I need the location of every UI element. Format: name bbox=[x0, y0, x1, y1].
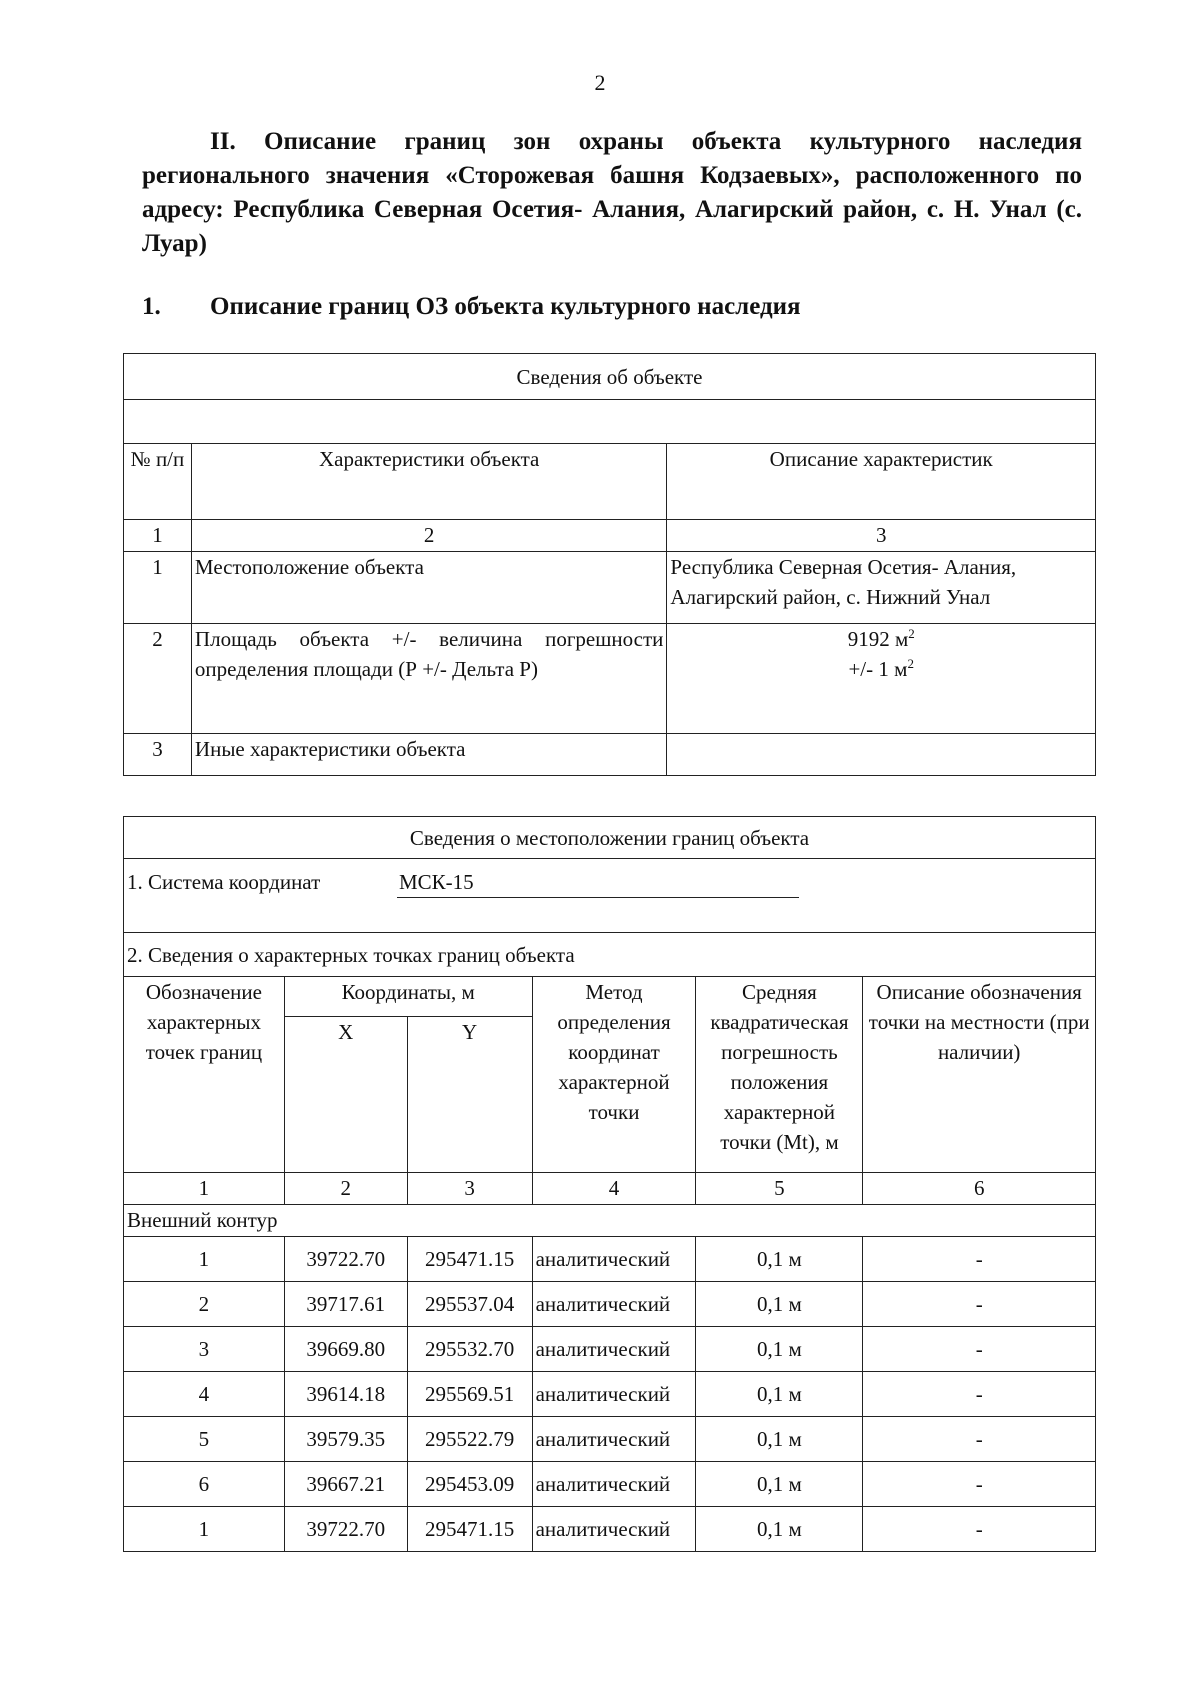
object-table-title: Сведения об объекте bbox=[124, 354, 1096, 400]
row-value bbox=[667, 624, 1096, 734]
header-error: Средняя квадратическая погрешность положения характерной точки (Mt), м bbox=[696, 977, 863, 1173]
coords-table-title: Сведения о местоположении границ объекта bbox=[124, 817, 1096, 859]
point-desc: - bbox=[863, 1462, 1096, 1507]
point-x: 39669.80 bbox=[284, 1327, 407, 1372]
table-row bbox=[124, 734, 1096, 776]
point-error: 0,1 м bbox=[696, 1282, 863, 1327]
point-id: 4 bbox=[124, 1372, 285, 1417]
index-cell: 1 bbox=[124, 1173, 285, 1205]
point-id: 1 bbox=[124, 1237, 285, 1282]
point-y: 295471.15 bbox=[407, 1237, 532, 1282]
coordinate-system-value: МСК-15 bbox=[397, 867, 799, 898]
row-value bbox=[667, 734, 1096, 776]
header-desc: Описание обозначения точки на местности (при наличии) bbox=[863, 977, 1096, 1173]
point-y: 295532.70 bbox=[407, 1327, 532, 1372]
table-row bbox=[124, 1282, 1096, 1327]
page-number: 2 bbox=[594, 70, 606, 95]
table-row bbox=[124, 552, 1096, 624]
table-row bbox=[124, 1372, 1096, 1417]
section-heading: II. Описание границ зон охраны объекта культурного наследия регионального значения «Сторожевая башня Кодзаевых», расположенного по адресу: Республика Северная Осетия- Алания, Алагирский район, с. Н. Унал (с. Луар) bbox=[142, 128, 1082, 257]
row-name: Иные характеристики объекта bbox=[191, 734, 667, 776]
point-desc: - bbox=[863, 1282, 1096, 1327]
point-method: аналитический bbox=[532, 1237, 696, 1282]
index-cell: 3 bbox=[667, 520, 1096, 552]
point-desc: - bbox=[863, 1417, 1096, 1462]
subsection-title: Описание границ ОЗ объекта культурного наследия bbox=[210, 293, 801, 320]
coordinates-table bbox=[123, 816, 1096, 1552]
point-id: 2 bbox=[124, 1282, 285, 1327]
coordinate-system-row bbox=[124, 859, 1096, 933]
point-method: аналитический bbox=[532, 1372, 696, 1417]
point-desc: - bbox=[863, 1507, 1096, 1552]
row-num: 1 bbox=[124, 552, 192, 624]
row-name: Площадь объекта +/- величина погрешности определения площади (Р +/- Дельта Р) bbox=[191, 624, 667, 734]
point-x: 39667.21 bbox=[284, 1462, 407, 1507]
subsection-number: 1. bbox=[142, 293, 161, 320]
header-method: Метод определения координат характерной точки bbox=[532, 977, 696, 1173]
point-y: 295537.04 bbox=[407, 1282, 532, 1327]
point-y: 295522.79 bbox=[407, 1417, 532, 1462]
area-value: 9192 м bbox=[847, 627, 909, 651]
point-desc: - bbox=[863, 1237, 1096, 1282]
point-y: 295569.51 bbox=[407, 1372, 532, 1417]
header-point: Обозначение характерных точек границ bbox=[124, 977, 285, 1173]
point-method: аналитический bbox=[532, 1327, 696, 1372]
coordinate-system-label: 1. Система координат bbox=[127, 870, 321, 894]
points-title: 2. Сведения о характерных точках границ объекта bbox=[124, 933, 1096, 977]
table-row bbox=[124, 1417, 1096, 1462]
object-info-table bbox=[123, 353, 1096, 776]
index-cell: 6 bbox=[863, 1173, 1096, 1205]
row-value: Республика Северная Осетия- Алания, Алагирский район, с. Нижний Унал bbox=[667, 552, 1096, 624]
point-id: 5 bbox=[124, 1417, 285, 1462]
subsection-heading bbox=[142, 290, 1082, 324]
point-id: 3 bbox=[124, 1327, 285, 1372]
index-cell: 4 bbox=[532, 1173, 696, 1205]
point-x: 39579.35 bbox=[284, 1417, 407, 1462]
point-error: 0,1 м bbox=[696, 1237, 863, 1282]
header-x: X bbox=[284, 1017, 407, 1173]
point-method: аналитический bbox=[532, 1282, 696, 1327]
table-row bbox=[124, 1462, 1096, 1507]
index-cell: 5 bbox=[696, 1173, 863, 1205]
point-id: 6 bbox=[124, 1462, 285, 1507]
point-x: 39722.70 bbox=[284, 1507, 407, 1552]
point-method: аналитический bbox=[532, 1507, 696, 1552]
point-id: 1 bbox=[124, 1507, 285, 1552]
table-row bbox=[124, 1507, 1096, 1552]
object-table-empty-row bbox=[124, 400, 1096, 444]
index-cell: 2 bbox=[284, 1173, 407, 1205]
point-x: 39722.70 bbox=[284, 1237, 407, 1282]
point-method: аналитический bbox=[532, 1417, 696, 1462]
point-error: 0,1 м bbox=[696, 1372, 863, 1417]
area-error-unit-sup: 2 bbox=[907, 656, 914, 671]
point-error: 0,1 м bbox=[696, 1417, 863, 1462]
header-characteristics: Характеристики объекта bbox=[191, 444, 667, 520]
header-coords: Координаты, м bbox=[284, 977, 532, 1017]
table-row bbox=[124, 1237, 1096, 1282]
row-num: 3 bbox=[124, 734, 192, 776]
point-y: 295471.15 bbox=[407, 1507, 532, 1552]
area-error: +/- 1 м bbox=[848, 657, 908, 681]
point-y: 295453.09 bbox=[407, 1462, 532, 1507]
point-error: 0,1 м bbox=[696, 1327, 863, 1372]
header-y: Y bbox=[407, 1017, 532, 1173]
header-description: Описание характеристик bbox=[667, 444, 1096, 520]
point-desc: - bbox=[863, 1327, 1096, 1372]
point-x: 39614.18 bbox=[284, 1372, 407, 1417]
point-method: аналитический bbox=[532, 1462, 696, 1507]
header-num: № п/п bbox=[124, 444, 192, 520]
index-cell: 3 bbox=[407, 1173, 532, 1205]
index-cell: 1 bbox=[124, 520, 192, 552]
point-desc: - bbox=[863, 1372, 1096, 1417]
row-name: Местоположение объекта bbox=[191, 552, 667, 624]
table-row bbox=[124, 624, 1096, 734]
area-unit-sup: 2 bbox=[908, 626, 915, 641]
point-error: 0,1 м bbox=[696, 1462, 863, 1507]
index-cell: 2 bbox=[191, 520, 667, 552]
table-row bbox=[124, 1327, 1096, 1372]
contour-label: Внешний контур bbox=[124, 1205, 1096, 1237]
point-x: 39717.61 bbox=[284, 1282, 407, 1327]
point-error: 0,1 м bbox=[696, 1507, 863, 1552]
row-num: 2 bbox=[124, 624, 192, 734]
